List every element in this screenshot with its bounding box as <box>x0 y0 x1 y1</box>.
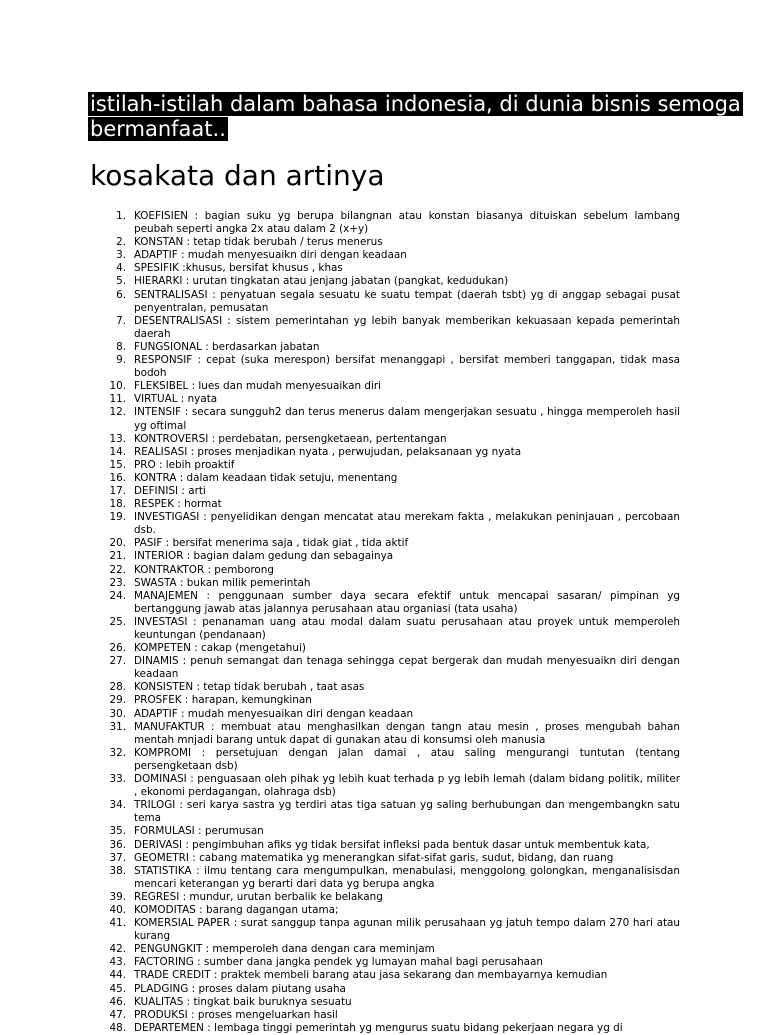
list-item-number: 4. <box>116 262 126 275</box>
list-item-number: 12. <box>109 406 126 419</box>
list-item-text: KONTRAKTOR : pemborong <box>134 563 274 576</box>
list-item-number: 21. <box>109 550 126 563</box>
list-item-number: 37. <box>109 851 126 864</box>
list-item-text: INVESTASI : penanaman uang atau modal dalam suatu perusahaan atau proyek untuk memperoleh keuntungan (pendanaan) <box>134 615 680 641</box>
list-item-number: 26. <box>109 642 126 655</box>
list-item-text: SENTRALISASI : penyatuan segala sesuatu ke suatu tempat (daerah tsbt) yg di anggap sebagai pusat penyentralan, pemusatan <box>134 288 680 314</box>
list-item <box>100 616 680 642</box>
list-item <box>100 655 680 681</box>
list-item <box>100 773 680 799</box>
list-item-text: INTENSIF : secara sungguh2 dan terus menerus dalam mengerjakan sesuatu , hingga memperoleh hasil yg oftimal <box>134 406 680 432</box>
list-item-text: PLADGING : proses dalam piutang usaha <box>134 982 346 995</box>
list-item-number: 17. <box>109 484 126 497</box>
list-item-number: 32. <box>109 746 126 759</box>
list-item-number: 39. <box>109 890 126 903</box>
list-item <box>100 236 680 249</box>
list-item-text: PRO : lebih proaktif <box>134 458 235 471</box>
list-item-number: 35. <box>109 825 126 838</box>
list-item-text: PASIF : bersifat menerima saja , tidak giat , tida aktif <box>134 537 409 550</box>
list-item-number: 11. <box>109 393 126 406</box>
list-item-text: HIERARKI : urutan tingkatan atau jenjang jabatan (pangkat, kedudukan) <box>134 275 509 288</box>
list-item-text: DEPARTEMEN : lembaga tinggi pemerintah yg mengurus suatu bidang pekerjaan negara yg di <box>134 1021 623 1034</box>
list-item <box>100 747 680 773</box>
list-item-text: KOEFISIEN : bagian suku yg berupa bilangnan atau konstan biasanya dituiskan sebelum lambang peubah seperti angka 2x atau dalam 2 (x+y) <box>134 210 680 236</box>
list-item-number: 42. <box>109 943 126 956</box>
list-item <box>100 315 680 341</box>
list-item-number: 10. <box>109 380 126 393</box>
list-item <box>100 708 680 721</box>
list-item-number: 7. <box>116 314 126 327</box>
list-item-text: INTERIOR : bagian dalam gedung dan sebagainya <box>134 550 394 563</box>
list-item-number: 38. <box>109 864 126 877</box>
list-item-text: ADAPTIF : mudah menyesuaikn diri dengan keadaan <box>134 249 407 262</box>
list-item <box>100 904 680 917</box>
list-item-text: PRODUKSI : proses mengeluarkan hasil <box>134 1008 338 1021</box>
list-item-number: 13. <box>109 432 126 445</box>
list-item-number: 16. <box>109 471 126 484</box>
list-item-text: VIRTUAL : nyata <box>134 393 218 406</box>
list-item-text: INVESTIGASI : penyelidikan dengan mencatat atau merekam fakta , melakukan peninjauan , percobaan dsb. <box>134 511 680 537</box>
list-item-text: STATISTIKA : ilmu tentang cara mengumpulkan, menabulasi, menggolong golongkan, menganalisisdan mencari keterangan yg berarti dari data yg berupa angka <box>134 864 680 890</box>
list-item-number: 34. <box>109 799 126 812</box>
list-item <box>100 996 680 1009</box>
list-item-number: 36. <box>109 838 126 851</box>
list-item-number: 48. <box>109 1021 126 1034</box>
list-item <box>100 380 680 393</box>
list-item <box>100 485 680 498</box>
list-item-number: 5. <box>116 275 126 288</box>
list-item <box>100 839 680 852</box>
list-item-number: 33. <box>109 773 126 786</box>
list-item <box>100 983 680 996</box>
list-item-text: ADAPTIF : mudah menyesuaikan diri dengan keadaan <box>134 707 414 720</box>
list-item <box>100 472 680 485</box>
list-item <box>100 275 680 288</box>
list-item-text: MANUFAKTUR : membuat atau menghasilkan dengan tangn atau mesin , proses mengubah bahan mentah mnjadi barang untuk dapat di gunakan atau di konsumsi oleh manusia <box>134 720 680 746</box>
list-item-text: KUALITAS : tingkat baik buruknya sesuatu <box>134 995 352 1008</box>
list-item-text: DINAMIS : penuh semangat dan tenaga sehingga cepat bergerak dan mudah menyesuaikn diri dengan keadaan <box>134 655 680 681</box>
list-item <box>100 825 680 838</box>
list-item <box>100 289 680 315</box>
list-item <box>100 537 680 550</box>
list-item <box>100 393 680 406</box>
term-list <box>100 210 680 1035</box>
list-item-text: KONTROVERSI : perdebatan, persengketaean, pertentangan <box>134 432 447 445</box>
list-item-text: FUNGSIONAL : berdasarkan jabatan <box>134 340 320 353</box>
list-item-text: RESPONSIF : cepat (suka merespon) bersifat menanggapi , bersifat memberi tanggapan, tidak masa bodoh <box>134 354 680 380</box>
list-item-number: 25. <box>109 615 126 628</box>
list-item-text: FORMULASI : perumusan <box>134 825 264 838</box>
list-item <box>100 799 680 825</box>
list-item <box>100 262 680 275</box>
list-item-text: FACTORING : sumber dana jangka pendek yg lumayan mahal bagi perusahaan <box>134 956 543 969</box>
list-item <box>100 511 680 537</box>
list-item-text: KONSISTEN : tetap tidak berubah , taat asas <box>134 681 365 694</box>
list-item-text: KOMERSIAL PAPER : surat sanggup tanpa agunan milik perusahaan yg jatuh tempo dalam 270 hari atau kurang <box>134 917 680 943</box>
list-item-text: REALISASI : proses menjadikan nyata , perwujudan, pelaksanaan yg nyata <box>134 445 522 458</box>
highlighted-heading-text: istilah-istilah dalam bahasa indonesia, di dunia bisnis semoga bermanfaat.. <box>90 92 741 141</box>
list-item <box>100 917 680 943</box>
list-item-number: 47. <box>109 1008 126 1021</box>
list-item <box>100 406 680 432</box>
list-item-number: 15. <box>109 458 126 471</box>
list-item-number: 30. <box>109 707 126 720</box>
list-item <box>100 550 680 563</box>
list-item <box>100 865 680 891</box>
list-item-number: 8. <box>116 340 126 353</box>
list-item <box>100 852 680 865</box>
list-item-number: 31. <box>109 720 126 733</box>
list-item <box>100 721 680 747</box>
list-item-number: 6. <box>116 288 126 301</box>
list-item-number: 1. <box>116 210 126 222</box>
list-item-number: 41. <box>109 917 126 930</box>
list-item-text: MANAJEMEN : penggunaan sumber daya secara efektif untuk mencapai sasaran/ pimpinan yg bertanggung jawab atas jalannya perusahaan atau organiasi (tata usaha) <box>134 589 680 615</box>
list-item-text: RESPEK : hormat <box>134 498 222 511</box>
list-item-text: REGRESI : mundur, urutan berbalik ke belakang <box>134 890 383 903</box>
list-item-text: PROSFEK : harapan, kemungkinan <box>134 694 312 707</box>
list-item-text: KOMODITAS : barang dagangan utama; <box>134 903 339 916</box>
list-item <box>100 943 680 956</box>
list-item-text: DESENTRALISASI : sistem pemerintahan yg lebih banyak memberikan kekuasaan kepada pemerintah daerah <box>134 314 680 340</box>
list-item <box>100 969 680 982</box>
list-item-number: 43. <box>109 956 126 969</box>
list-item <box>100 498 680 511</box>
list-item-text: DERIVASI : pengimbuhan afiks yg tidak bersifat infleksi pada bentuk dasar untuk membentuk kata, <box>134 838 650 851</box>
list-item-text: KOMPETEN : cakap (mengetahui) <box>134 642 306 655</box>
list-item-number: 18. <box>109 498 126 511</box>
list-item-text: KONSTAN : tetap tidak berubah / terus menerus <box>134 236 383 249</box>
list-item-text: PENGUNGKIT : memperoleh dana dengan cara meminjam <box>134 943 435 956</box>
list-item-number: 19. <box>109 511 126 524</box>
list-item <box>100 446 680 459</box>
list-item-text: DEFINISI : arti <box>134 484 206 497</box>
list-item <box>100 891 680 904</box>
list-item-text: GEOMETRI : cabang matematika yg menerangkan sifat-sifat garis, sudut, bidang, dan ruang <box>134 851 614 864</box>
list-item-text: KONTRA : dalam keadaan tidak setuju, menentang <box>134 471 398 484</box>
list-item <box>100 354 680 380</box>
list-item <box>100 642 680 655</box>
list-item-number: 29. <box>109 694 126 707</box>
page-title: kosakata dan artinya <box>90 159 385 192</box>
list-item <box>100 341 680 354</box>
list-item <box>100 564 680 577</box>
list-item-number: 28. <box>109 681 126 694</box>
list-item-number: 46. <box>109 995 126 1008</box>
list-item-number: 3. <box>116 249 126 262</box>
list-item <box>100 577 680 590</box>
list-item-text: KOMPROMI : persetujuan dengan jalan damai , atau saling mengurangi tuntutan (tentang persengketaan dsb) <box>134 746 680 772</box>
list-item-text: SPESIFIK :khusus, bersifat khusus , khas <box>134 262 343 275</box>
list-item <box>100 956 680 969</box>
list-item <box>100 433 680 446</box>
list-item <box>100 459 680 472</box>
list-item-number: 9. <box>116 354 126 367</box>
list-item <box>100 694 680 707</box>
list-item-text: TRADE CREDIT : praktek membeli barang atau jasa sekarang dan membayarnya kemudian <box>134 969 608 982</box>
list-item-text: SWASTA : bukan milik pemerintah <box>134 576 311 589</box>
list-item-number: 45. <box>109 982 126 995</box>
list-item <box>100 1009 680 1022</box>
list-item-number: 20. <box>109 537 126 550</box>
list-item-number: 40. <box>109 903 126 916</box>
list-item <box>100 590 680 616</box>
list-item-number: 23. <box>109 576 126 589</box>
list-item <box>100 249 680 262</box>
list-item-number: 24. <box>109 589 126 602</box>
highlighted-heading <box>88 92 768 142</box>
list-item <box>100 681 680 694</box>
list-item <box>100 210 680 236</box>
list-item-number: 2. <box>116 236 126 249</box>
list-item-number: 22. <box>109 563 126 576</box>
list-item-text: FLEKSIBEL : lues dan mudah menyesuaikan diri <box>134 380 382 393</box>
list-item-text: DOMINASI : penguasaan oleh pihak yg lebih kuat terhada p yg lebih lemah (dalam bidang politik, militer , ekonomi perdagangan, olahraga dsb) <box>134 773 680 799</box>
list-item-number: 44. <box>109 969 126 982</box>
list-item-number: 14. <box>109 445 126 458</box>
list-item-text: TRILOGI : seri karya sastra yg terdiri atas tiga satuan yg saling berhubungan dan mengembangkn satu tema <box>134 799 680 825</box>
list-item-number: 27. <box>109 655 126 668</box>
